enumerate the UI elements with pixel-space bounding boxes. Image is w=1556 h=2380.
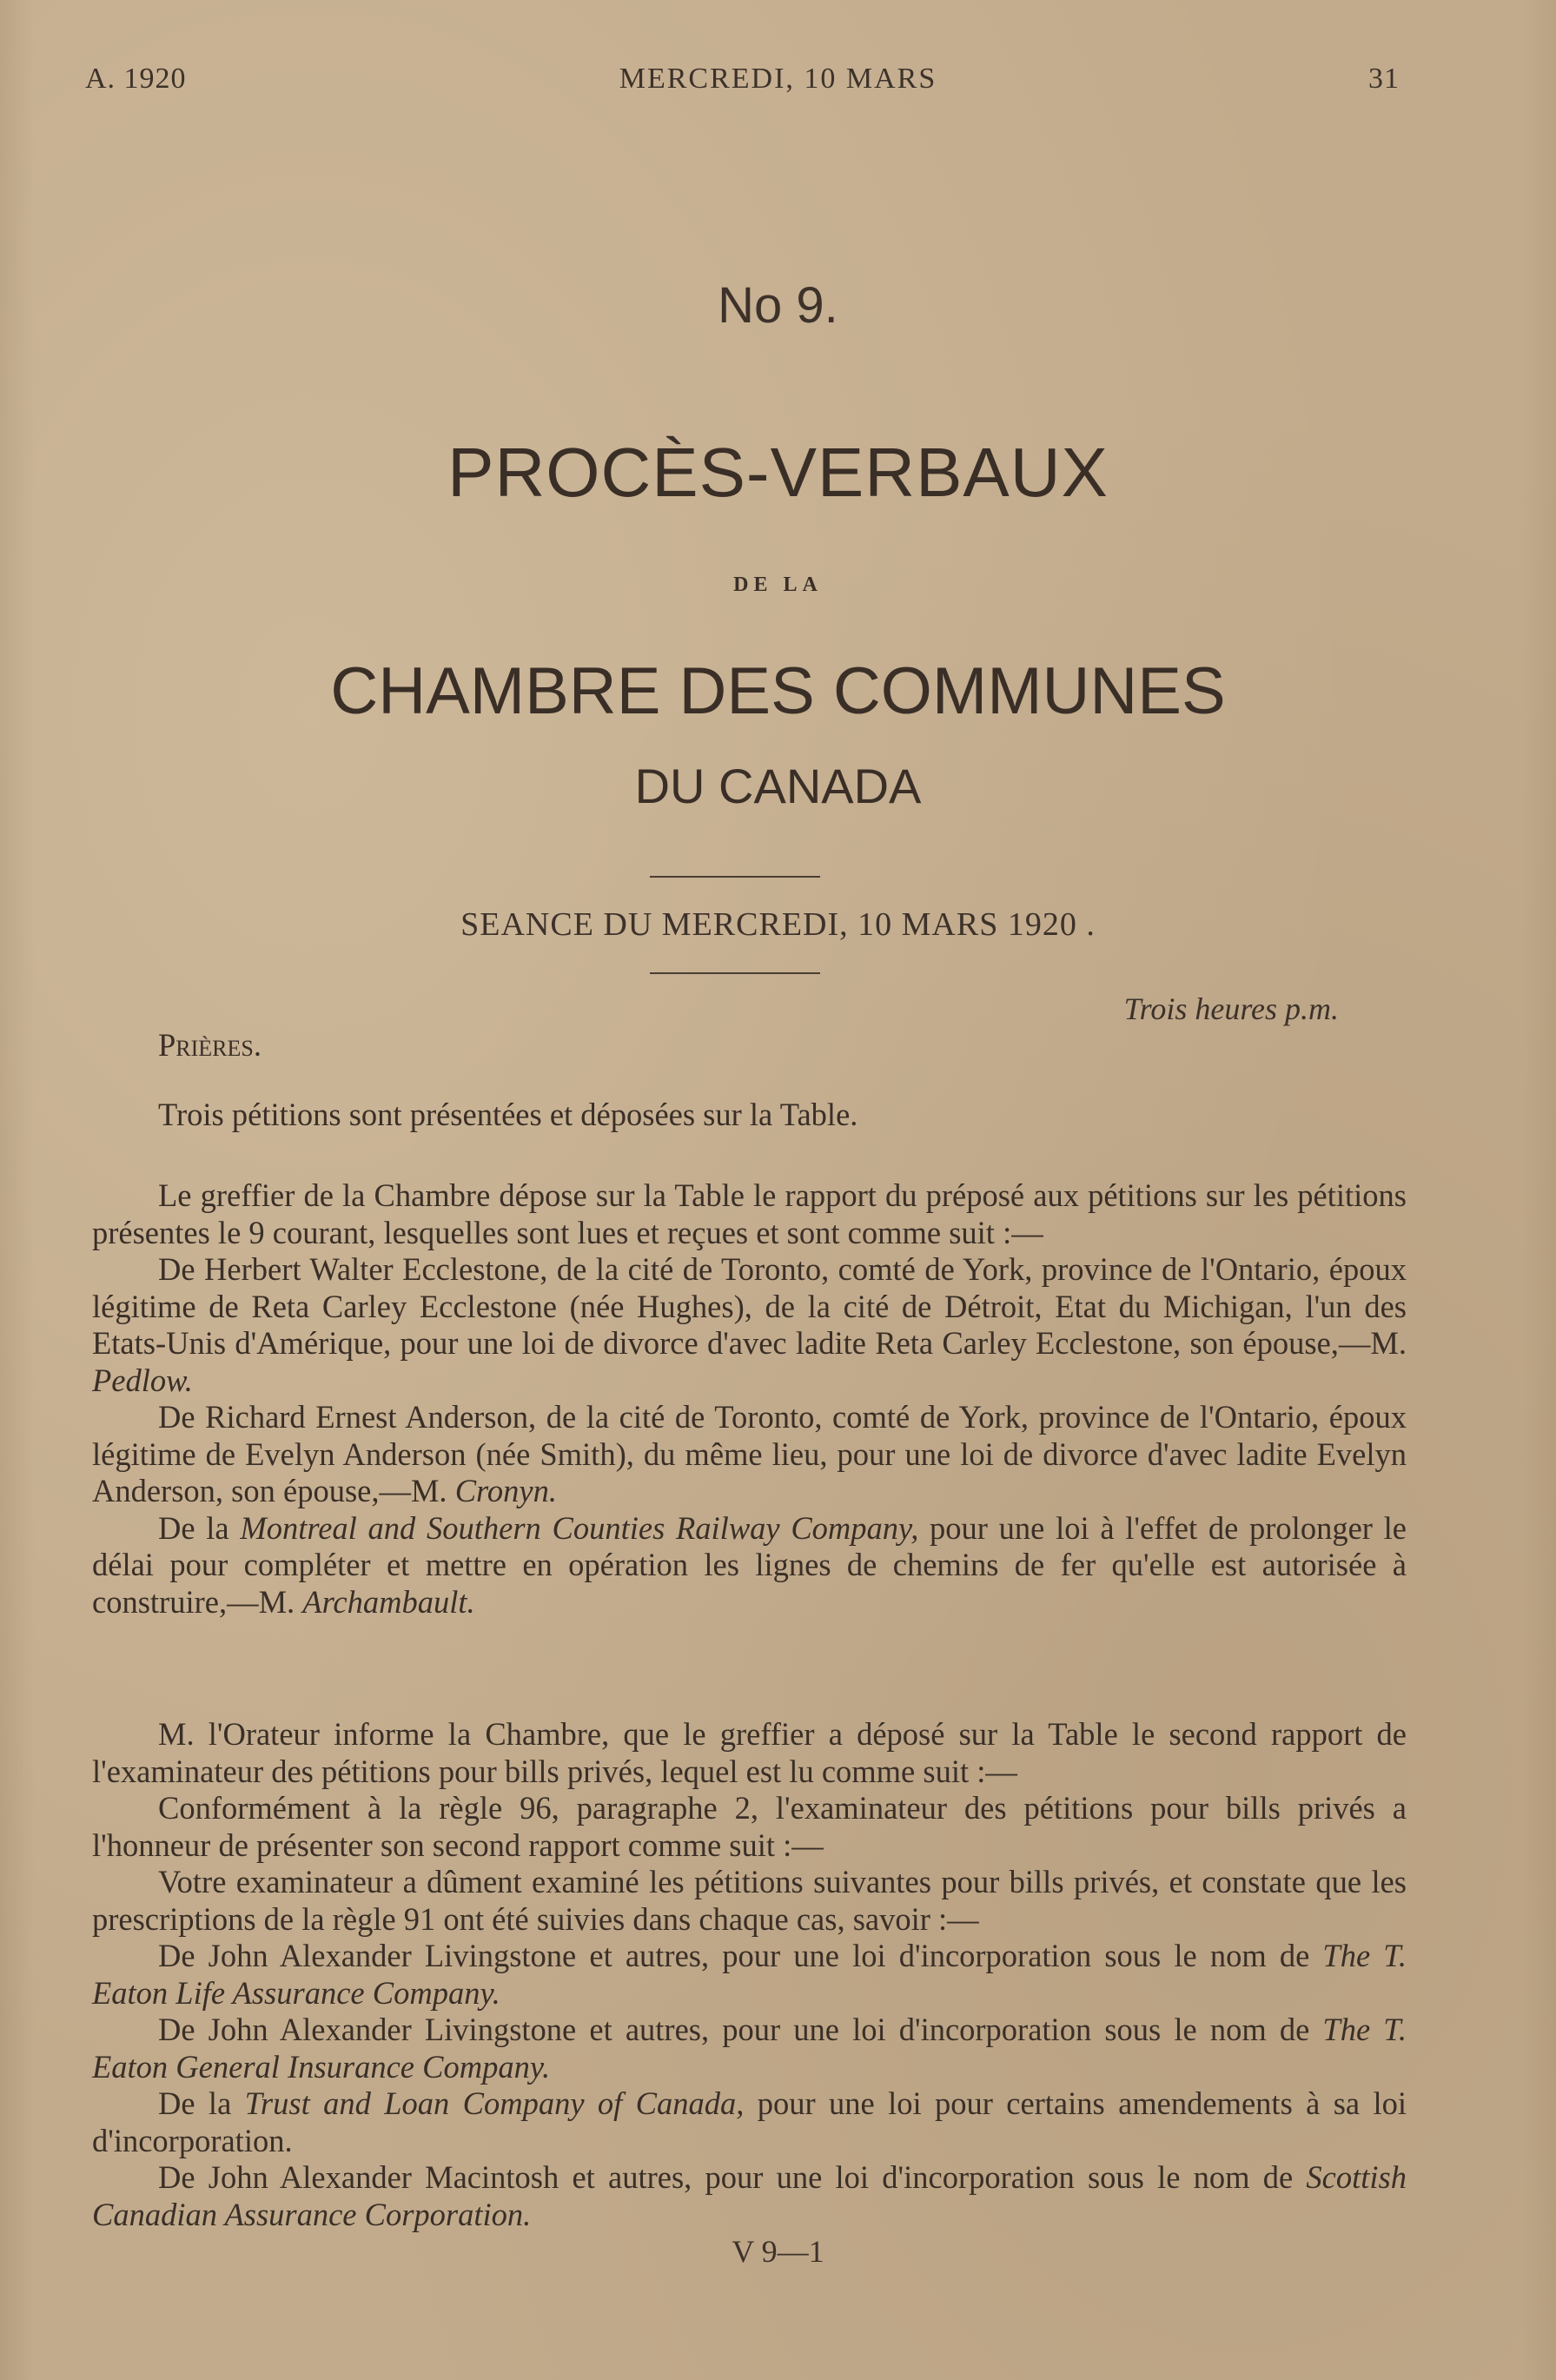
examiner-paragraph: Votre examinateur a dûment examiné les pétitions suivantes pour bills privés, et constate que les prescriptions de la règle 91 ont été suivies dans chaque cas, savoir :— — [92, 1864, 1407, 1937]
bill-text: pour une loi pour certains amendements à sa loi d'incorporation. — [92, 2085, 1407, 2158]
prayers-section — [92, 1027, 1407, 1064]
bill-prefix: De la — [158, 2085, 245, 2121]
petition-railway — [92, 1510, 1407, 1621]
signature-mark: V 9—1 — [732, 2234, 824, 2269]
petitions-section — [92, 1097, 1407, 1134]
petition-text: pour une loi à l'effet de prolonger le délai pour compléter et mettre en opération les lignes de chemins de fer qu'elle est autorisée à construire,—M. — [92, 1509, 1407, 1620]
petition-text: De Herbert Walter Ecclestone, de la cité de Toronto, comté de York, province de l'Ontario, époux légitime de Reta Carley Ecclestone (née Hughes), de la cité de Détroit, Etat du Michigan, l'un des Etats-Unis d'Amérique, pour une loi de divorce d'avec ladite Reta Carley Ecclestone, son épouse,—M. — [92, 1251, 1407, 1361]
bill-text: De John Alexander Macintosh et autres, pour une loi d'incorporation sous le nom de — [158, 2159, 1307, 2195]
petition-anderson — [92, 1399, 1407, 1510]
petition-text: De Richard Ernest Anderson, de la cité de Toronto, comté de York, province de l'Ontario, époux légitime de Evelyn Anderson (née Smith), du même lieu, pour une loi de divorce d'avec ladite Evelyn Anderson, son épouse,—M. — [92, 1399, 1407, 1508]
divider-rule-top — [650, 876, 820, 878]
title-proces-verbaux: PROCÈS-VERBAUX — [447, 434, 1109, 511]
bill-text: De John Alexander Livingstone et autres, pour une loi d'incorporation sous le nom de — [158, 2012, 1323, 2047]
page-number: 31 — [1368, 63, 1400, 95]
company-name: Trust and Loan Company of Canada, — [244, 2085, 745, 2121]
title-chambre: CHAMBRE DES COMMUNES — [330, 654, 1226, 728]
issue-number: No 9. — [718, 277, 838, 334]
bill-scottish-canadian — [92, 2159, 1407, 2233]
running-header-year: A. 1920 — [85, 63, 187, 95]
session-time: Trois heures p.m. — [1123, 991, 1339, 1026]
member-name: Cronyn. — [454, 1473, 557, 1508]
petition-prefix: De la — [158, 1509, 241, 1546]
bill-eaton-life — [92, 1938, 1407, 2012]
company-name: Scottish Canadian Assurance Corporation. — [92, 2159, 1407, 2232]
company-name: The T. Eaton Life Assurance Company. — [92, 1938, 1407, 2011]
rule-paragraph: Conformément à la règle 96, paragraphe 2, l'examinateur des pétitions pour bills privés a l'honneur de présenter son second rapport comme suit :— — [92, 1790, 1407, 1863]
divider-rule-bottom — [650, 972, 820, 974]
petition-ecclestone — [92, 1251, 1407, 1399]
member-name: Archambault. — [302, 1583, 475, 1620]
member-name: Pedlow. — [92, 1362, 193, 1398]
session-heading: SEANCE DU MERCREDI, 10 MARS 1920 . — [460, 906, 1096, 943]
bill-text: De John Alexander Livingstone et autres, pour une loi d'incorporation sous le nom de — [158, 1938, 1323, 1973]
running-header-date: MERCREDI, 10 MARS — [619, 63, 937, 95]
title-du-canada: DU CANADA — [634, 759, 922, 813]
examiner-report-section — [92, 1716, 1407, 2233]
speaker-paragraph: M. l'Orateur informe la Chambre, que le greffier a déposé sur la Table le second rapport de l'examinateur des pétitions pour bills privés, lequel est lu comme suit :— — [92, 1716, 1407, 1789]
clerk-paragraph: Le greffier de la Chambre dépose sur la Table le rapport du préposé aux pétitions sur les pétitions présentes le 9 courant, lesquelles sont lues et reçues et sont comme suit :— — [92, 1177, 1407, 1250]
company-name: The T. Eaton General Insurance Company. — [92, 2012, 1407, 2085]
prayers-label: Prières. — [158, 1027, 262, 1063]
bill-eaton-general — [92, 2012, 1407, 2085]
petitions-paragraph: Trois pétitions sont présentées et déposées sur la Table. — [158, 1097, 858, 1132]
company-name: Montreal and Southern Counties Railway Company, — [240, 1509, 919, 1546]
bill-trust-loan — [92, 2085, 1407, 2159]
title-de-la: DE LA — [733, 573, 823, 596]
clerk-report-section — [92, 1177, 1407, 1621]
